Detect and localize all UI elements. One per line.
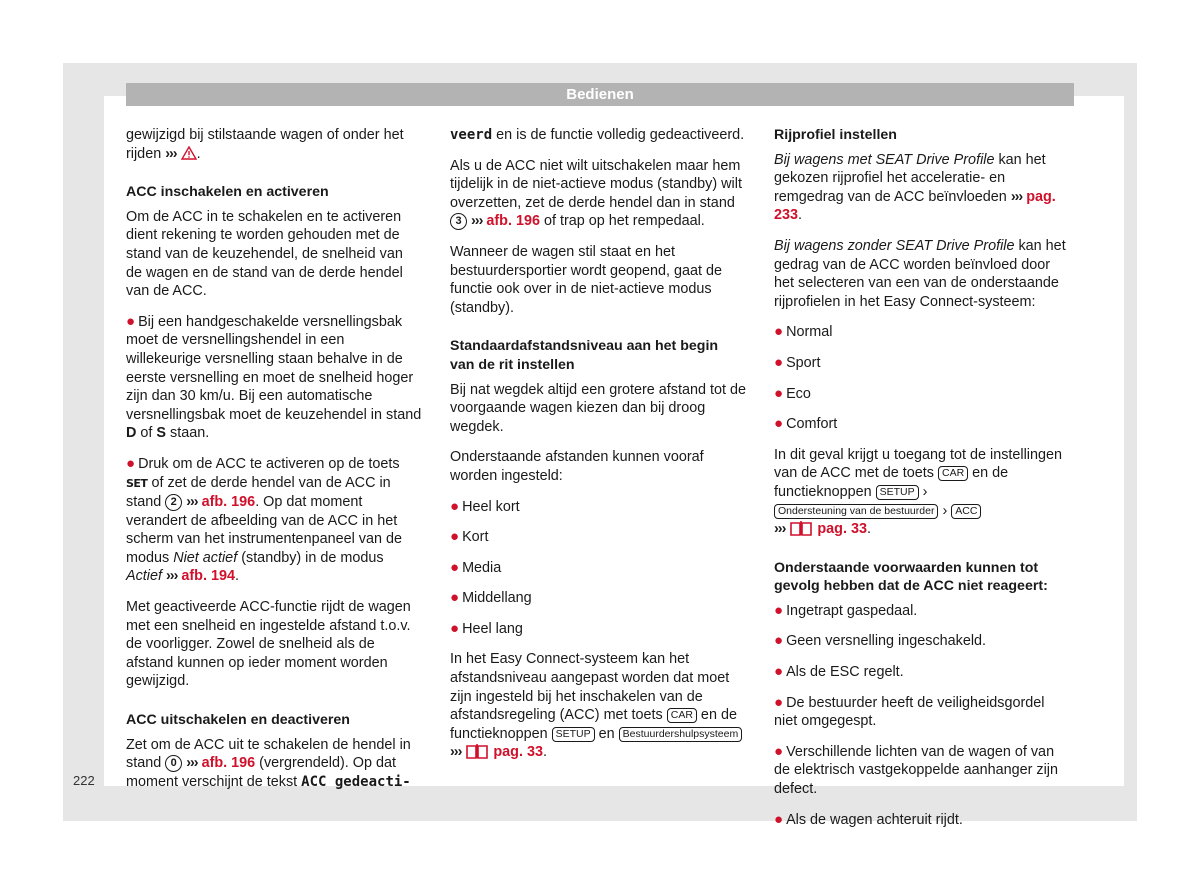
profile-list xyxy=(774,323,1070,433)
conditions-list xyxy=(774,602,1070,829)
paragraph: Bij wagens zonder SEAT Drive Profile kan het gedrag van de ACC worden beïnvloed door het selecteren van een van de onderstaande rijprofielen in het Easy Connect-systeem: xyxy=(774,237,1066,310)
list-item: ● Heel lang xyxy=(450,619,523,637)
paragraph: Wanneer de wagen stil staat en het bestuurdersportier wordt geopend, gaat de functie ook over in de niet-actieve modus (standby). xyxy=(450,243,723,316)
heading-acc-uitschakelen: ACC uitschakelen en deactiveren xyxy=(126,712,350,729)
bullet-icon: ● xyxy=(774,415,784,433)
bullet-icon: ● xyxy=(774,632,784,650)
book-icon xyxy=(789,520,813,536)
display-text: ACC gedeacti- xyxy=(301,773,411,790)
car-key: CAR xyxy=(667,708,697,723)
list-item: ● Verschillende lichten van de wagen of van de elektrisch vastgekoppelde aanhanger zijn defect. xyxy=(774,742,1059,798)
menu-button-acc: ACC xyxy=(951,504,981,519)
list-item: ● Ingetrapt gaspedaal. xyxy=(774,601,918,619)
set-key-icon: SET xyxy=(126,476,148,490)
paragraph: Onderstaande afstanden kunnen vooraf worden ingesteld: xyxy=(450,449,704,484)
list-item: ● Eco xyxy=(774,384,811,402)
arrows-glyph: ››› xyxy=(165,145,177,162)
paragraph: Zet om de ACC uit te schakelen de hendel in stand 0 ››› afb. 196 (vergrendeld). Op dat moment verschijnt de tekst ACC gedeacti- xyxy=(126,736,411,790)
paragraph: In het Easy Connect-systeem kan het afstandsniveau aangepast worden dat moet zijn ingesteld bij het inschakelen van de afstandsregeling (ACC) met toets CAR en de functieknoppen SETUP en Bestuurdershulpsysteem››› pag. 33. xyxy=(450,650,746,762)
position-number: 3 xyxy=(450,213,467,230)
bullet-icon: ● xyxy=(774,353,784,371)
list-item: ● Geen versnelling ingeschakeld. xyxy=(774,632,987,650)
heading-acc-inschakelen: ACC inschakelen en activeren xyxy=(126,184,329,201)
figure-link[interactable]: afb. 194 xyxy=(181,568,235,585)
bullet-icon: ● xyxy=(126,454,136,472)
bullet-icon: ● xyxy=(774,742,784,760)
figure-link[interactable]: afb. 196 xyxy=(486,213,540,230)
bullet-icon: ● xyxy=(450,558,460,576)
book-icon xyxy=(465,743,489,759)
car-key: CAR xyxy=(938,466,968,481)
list-item: ● De bestuurder heeft de veiligheidsgordel niet omgegespt. xyxy=(774,693,1045,730)
list-item: ● Als de wagen achteruit rijdt. xyxy=(774,810,963,828)
bullet-icon: ● xyxy=(126,312,136,330)
figure-link[interactable]: afb. 196 xyxy=(201,494,256,511)
paragraph: In dit geval krijgt u toegang tot de instellingen van de ACC met de toets CAR en de functieknoppen SETUP › Ondersteuning van de bestuurder › ACC ››› pag. 33. xyxy=(774,446,1063,538)
intro-paragraph: gewijzigd bij stilstaande wagen of onder het rijden ››› . xyxy=(126,127,404,162)
bullet-icon: ● xyxy=(450,589,460,607)
heading-rijprofiel: Rijprofiel instellen xyxy=(774,127,897,143)
bullet-icon: ● xyxy=(774,384,784,402)
display-text: veerd xyxy=(450,127,493,143)
bullet-icon: ● xyxy=(774,663,784,681)
bullet-icon: ● xyxy=(774,601,784,619)
column-1 xyxy=(126,126,422,803)
setup-key: SETUP xyxy=(876,485,919,500)
bullet-icon: ● xyxy=(774,810,784,828)
list-item: ● Middellang xyxy=(450,589,532,607)
list-item: ● Kort xyxy=(450,528,489,546)
paragraph: Als u de ACC niet wilt uitschakelen maar hem tijdelijk in de niet-actieve modus (standby) wilt overzetten, zet de derde hendel dan in stand 3 ››› afb. 196 of trap op het rempedaal. xyxy=(450,157,742,230)
section-header: Bedienen xyxy=(126,83,1074,106)
column-2 xyxy=(450,126,746,774)
position-number: 2 xyxy=(165,494,182,511)
list-item: ● Heel kort xyxy=(450,497,520,515)
list-item: ● Media xyxy=(450,558,502,576)
warning-icon xyxy=(181,146,197,160)
list-item: ● Druk om de ACC te activeren op de toets SET of zet de derde hendel van de ACC in stand 2 ››› afb. 196. Op dat moment verandert de afbeelding van de ACC in het scherm van het instrumentenpaneel van de modus Niet actief (standby) in de modus Actief ››› afb. 194. xyxy=(126,454,402,585)
bullet-icon: ● xyxy=(774,323,784,341)
setup-key: SETUP xyxy=(552,727,595,742)
list-item: ● Comfort xyxy=(774,415,838,433)
menu-button-ondersteuning: Ondersteuning van de bestuurder xyxy=(774,504,938,519)
paragraph: Bij wagens met SEAT Drive Profile kan het gekozen rijprofiel het acceleratie- en remgedrag van de ACC beïnvloeden ››› pag. 233. xyxy=(774,151,1056,224)
distance-list xyxy=(450,498,746,639)
bullet-icon: ● xyxy=(450,528,460,546)
list-item: ● Sport xyxy=(774,353,821,371)
heading-voorwaarden: Onderstaande voorwaarden kunnen tot gevolg hebben dat de ACC niet reageert: xyxy=(774,559,1048,595)
paragraph: Bij nat wegdek altijd een grotere afstand tot de voorgaande wagen kiezen dan bij droog wegdek. xyxy=(450,381,746,435)
list-item: ● Bij een handgeschakelde versnellingsbak moet de versnellingshendel in een willekeurige versnelling staan behalve in de eerste versnelling en moet de snelheid hoger zijn dan 30 km/u. Bij een automatische versnellingsbak moet de keuzehendel in stand D of S staan. xyxy=(126,312,422,442)
menu-button-bestuurdershulpsysteem: Bestuurdershulpsysteem xyxy=(619,727,743,742)
column-3 xyxy=(774,126,1070,841)
list-item: ● Normal xyxy=(774,323,833,341)
position-number: 0 xyxy=(165,755,182,772)
paragraph: Met geactiveerde ACC-functie rijdt de wagen met een snelheid en ingestelde afstand t.o.v. de voorligger. Zowel de snelheid als de afstand kunnen op ieder moment worden gewijzigd. xyxy=(126,599,411,690)
bullet-icon: ● xyxy=(450,497,460,515)
page-link[interactable]: pag. 33 xyxy=(817,521,867,538)
heading-standaardafstand: Standaardafstandsniveau aan het begin van de rit instellen xyxy=(450,338,719,373)
figure-link[interactable]: afb. 196 xyxy=(201,755,256,772)
bullet-icon: ● xyxy=(450,619,460,637)
page-link[interactable]: pag. 33 xyxy=(493,744,543,761)
page-number: 222 xyxy=(73,773,95,788)
paragraph: veerd en is de functie volledig gedeactiveerd. xyxy=(450,127,745,143)
paragraph: Om de ACC in te schakelen en te activeren dient rekening te worden gehouden met de stand van de keuzehendel, de snelheid van de wagen en de stand van de derde hendel van de ACC. xyxy=(126,208,403,300)
list-item: ● Als de ESC regelt. xyxy=(774,663,904,681)
bullet-icon: ● xyxy=(774,693,784,711)
page-link[interactable]: pag. 233 xyxy=(774,188,1056,224)
